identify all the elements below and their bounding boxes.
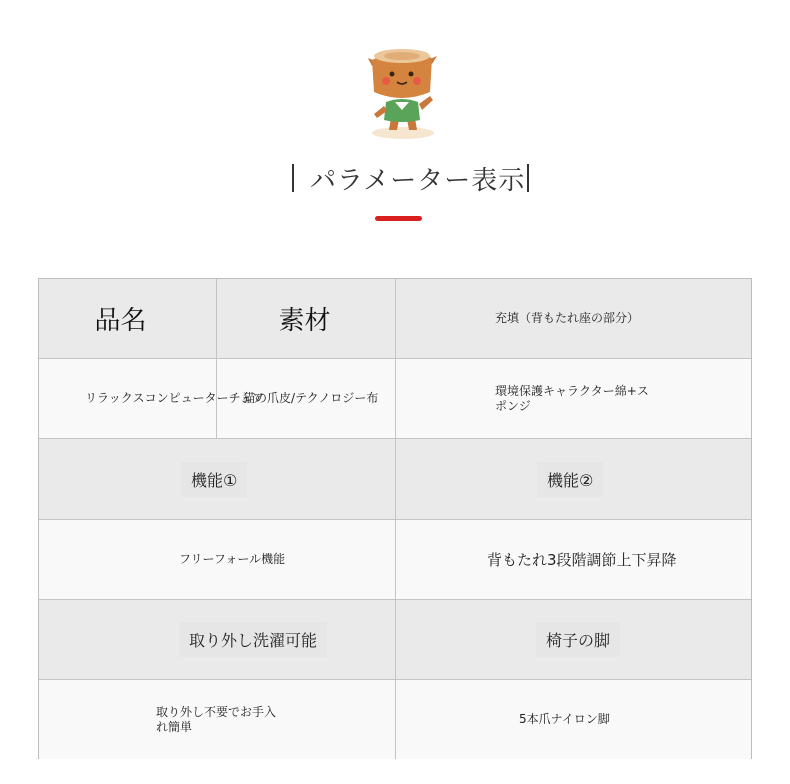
title-left-bar (292, 164, 294, 192)
cell-name-label: 品名 (39, 279, 217, 359)
cell-material-value: 猫の爪皮/テクノロジー布 (217, 359, 396, 439)
cell-leg-label: 椅子の脚 (396, 600, 751, 680)
cell-filling-value: 環境保護キャラクター綿+スポンジ (396, 359, 751, 439)
cell-feature1-label: 機能① (39, 439, 396, 520)
cell-washable-value: 取り外し不要でお手入れ簡単 (39, 680, 396, 759)
title-underline (375, 216, 422, 221)
section-title-text: パラメーター表示 (310, 165, 526, 196)
cell-filling-label: 充填（背もたれ座の部分） (396, 279, 751, 359)
cell-feature1-value: フリーフォール機能 (39, 520, 396, 600)
parameter-table (38, 278, 752, 759)
title-right-bar (527, 164, 529, 192)
tree-stump-mascot-icon (362, 44, 442, 142)
cell-material-label: 素材 (217, 279, 396, 359)
section-title (292, 160, 529, 196)
cell-product-name: リラックスコンピューターチェア (39, 359, 217, 439)
cell-washable-label: 取り外し洗濯可能 (39, 600, 396, 680)
cell-leg-value: 5本爪ナイロン脚 (396, 680, 751, 759)
cell-feature2-value: 背もたれ3段階調節上下昇降 (396, 520, 751, 600)
cell-feature2-label: 機能② (396, 439, 751, 520)
